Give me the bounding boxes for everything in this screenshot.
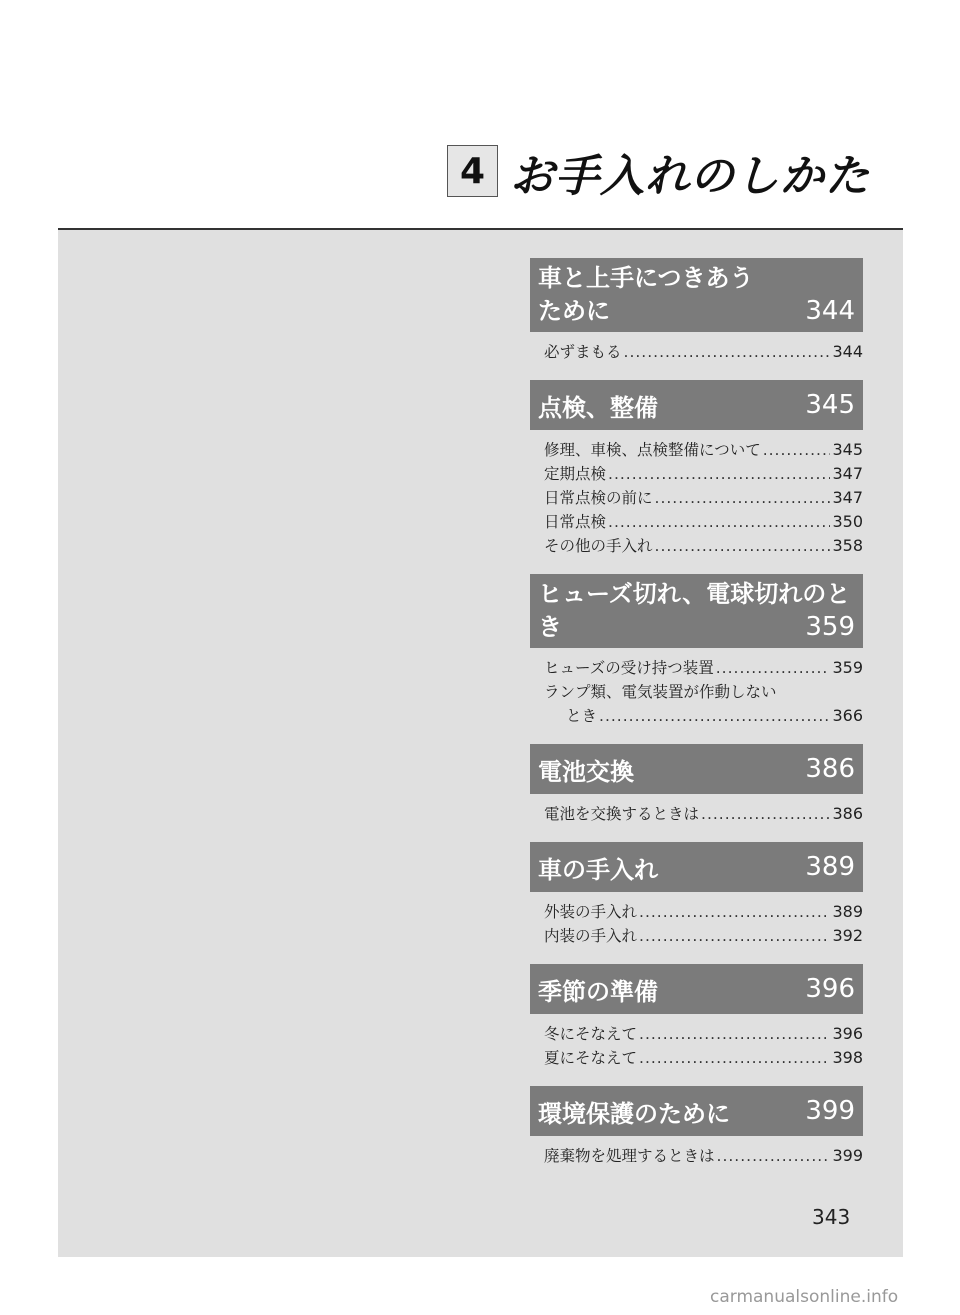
entry-page: 399 [832,1146,863,1165]
section-page: 399 [805,1096,855,1126]
section-title-line: ために [538,297,610,325]
entry-page: 347 [832,464,863,483]
entry-title: 必ずまもる [544,343,622,361]
entry-page: 389 [832,902,863,921]
toc-entry[interactable] [544,340,863,364]
toc-entry[interactable] [544,802,863,826]
toc-entry[interactable] [544,438,863,462]
section-title-line: ヒューズ切れ、電球切れのと [538,580,851,608]
entry-page: 350 [832,512,863,531]
entry-page: 398 [832,1048,863,1067]
section-entries [530,1136,863,1184]
section-page: 345 [805,390,855,420]
toc-entry[interactable] [544,656,863,680]
section-title-line: 季節の準備 [538,977,658,1006]
entry-title: 電池を交換するときは [544,805,700,823]
toc-entry[interactable] [544,1046,863,1070]
section-heading[interactable] [530,380,863,430]
toc-entry[interactable] [544,900,863,924]
section-entries [530,1014,863,1086]
entry-title: 外装の手入れ [544,903,638,921]
entry-page: 366 [832,706,863,725]
entry-title: 日常点検 [544,513,607,531]
entry-title: 冬にそなえて [544,1025,638,1043]
section-entries [530,794,863,842]
section-heading[interactable] [530,744,863,794]
entry-title: 日常点検の前に [544,489,653,507]
section-title-line: 車と上手につきあう [538,264,754,292]
entry-page: 345 [832,440,863,459]
section-heading[interactable] [530,842,863,892]
entry-page: 347 [832,488,863,507]
entry-title: 修理、車検、点検整備について [544,441,761,459]
entry-page: 359 [832,658,863,677]
section-page: 389 [805,852,855,882]
page-number: 343 [812,1205,851,1229]
section-entries [530,648,863,744]
toc-entry[interactable] [544,1144,863,1168]
toc-entry[interactable] [544,486,863,510]
section-page: 359 [805,612,855,642]
entry-title: 夏にそなえて [544,1049,638,1067]
chapter-title: お手入れのしかた [510,151,870,202]
entry-title: 内装の手入れ [544,927,638,945]
section-page: 386 [805,754,855,784]
entry-title: 廃棄物を処理するときは [544,1147,715,1165]
table-of-contents [530,258,863,1184]
entry-page: 344 [832,342,863,361]
section-title-line: き [538,613,562,641]
section-title-line: 環境保護のために [538,1099,730,1128]
section-page: 396 [805,974,855,1004]
toc-entry[interactable] [544,680,863,728]
section-heading[interactable] [530,964,863,1014]
section-entries [530,332,863,380]
section-entries [530,430,863,574]
entry-title: 定期点検 [544,465,607,483]
section-heading[interactable] [530,258,863,332]
section-entries [530,892,863,964]
toc-entry[interactable] [544,1022,863,1046]
entry-page: 386 [832,804,863,823]
entry-page: 396 [832,1024,863,1043]
entry-page: 358 [832,536,863,555]
watermark-footer: carmanualsonline.info [710,1287,899,1307]
toc-entry[interactable] [544,534,863,558]
toc-entry[interactable] [544,924,863,948]
entry-title: ランプ類、電気装置が作動しない [544,683,777,701]
section-heading[interactable] [530,1086,863,1136]
entry-title-continued: とき [566,707,598,725]
section-title-line: 電池交換 [538,757,634,786]
chapter-header [0,0,960,230]
section-title-line: 点検、整備 [538,393,658,422]
entry-title: その他の手入れ [544,537,653,555]
entry-title: ヒューズの受け持つ装置 [544,659,714,677]
section-page: 344 [805,296,855,326]
toc-entry[interactable] [544,462,863,486]
toc-entry[interactable] [544,510,863,534]
entry-page: 392 [832,926,863,945]
section-heading[interactable] [530,574,863,648]
chapter-number: 4 [447,145,498,197]
section-title-line: 車の手入れ [538,855,658,884]
